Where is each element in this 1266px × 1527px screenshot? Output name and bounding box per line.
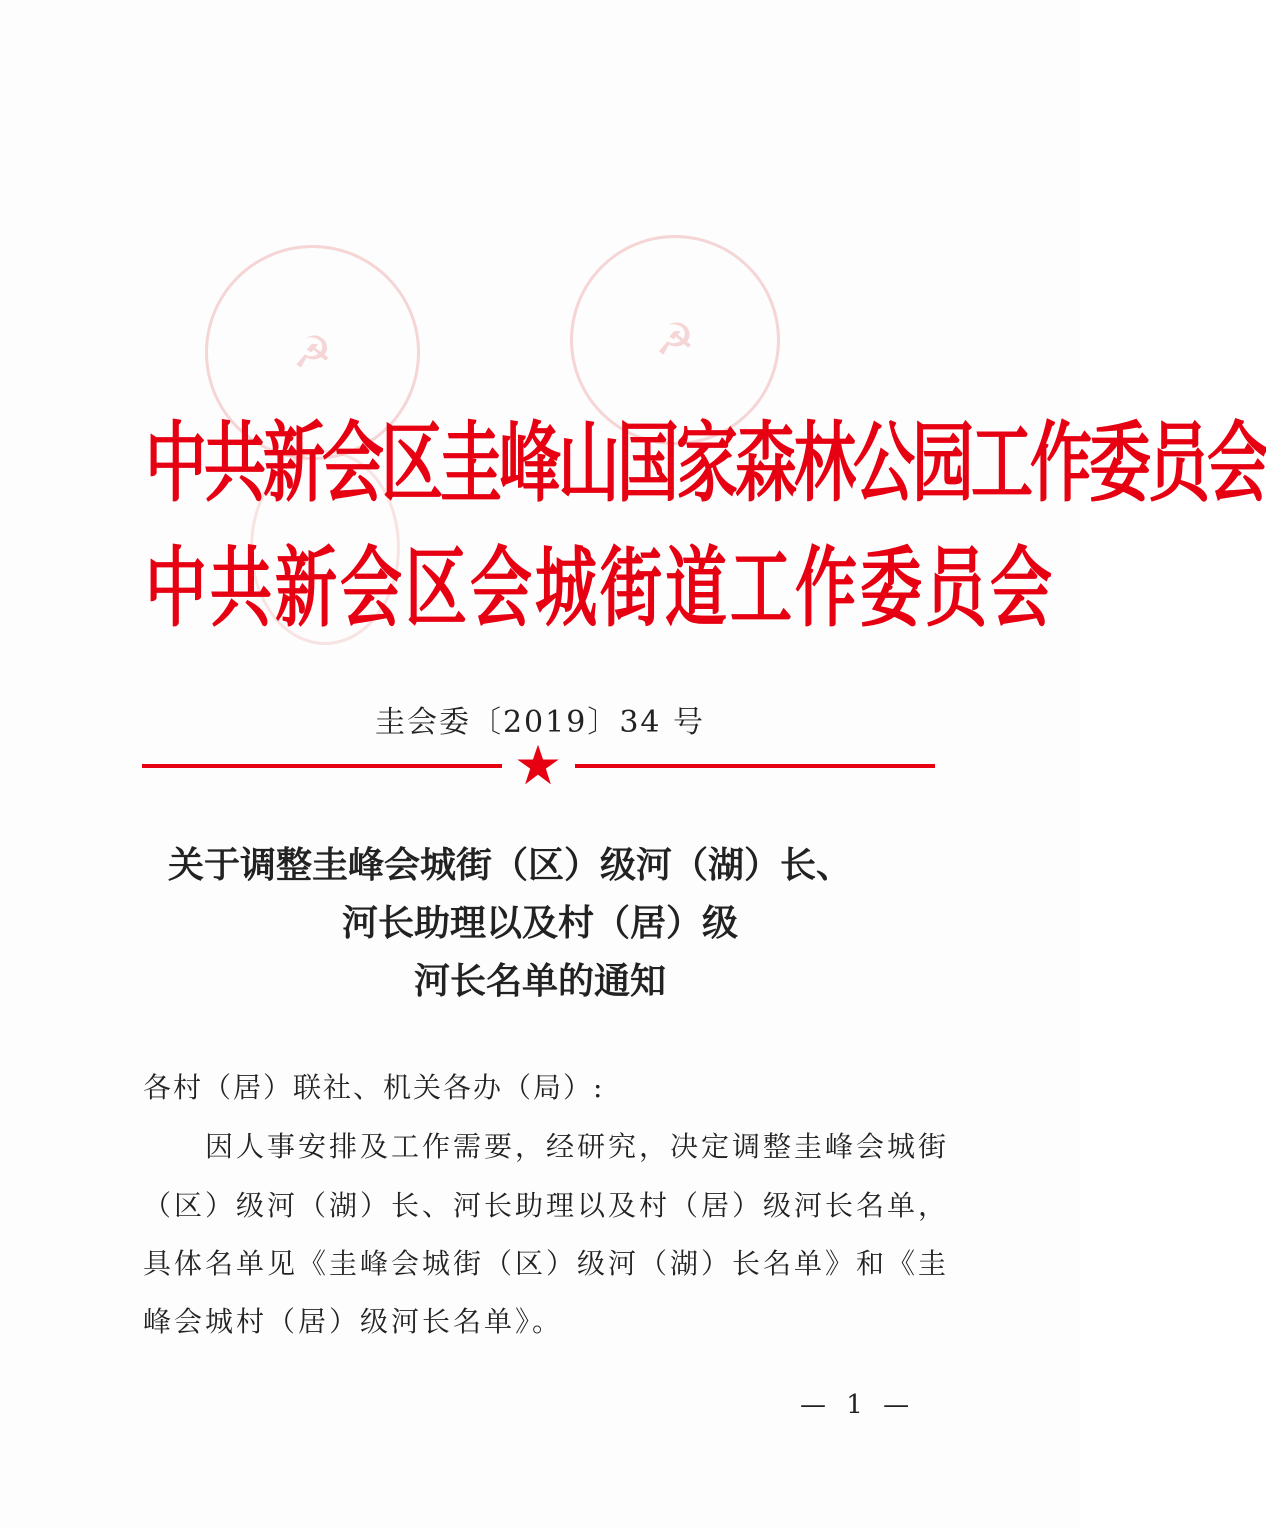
- seal-stamp-icon: ☭: [205, 245, 420, 460]
- red-rule-right: [575, 764, 935, 768]
- document-title-line-2: 河长助理以及村（居）级: [341, 902, 738, 944]
- body-text-line: 峰会城村（居）级河长名单》。: [143, 1305, 564, 1338]
- document-number: 圭会委〔2019〕34 号: [374, 705, 706, 740]
- page-number: — 1 —: [800, 1390, 916, 1420]
- body-text-line: 因人事安排及工作需要，经研究，决定调整圭峰会城街: [205, 1130, 950, 1163]
- red-rule-left: [142, 764, 502, 768]
- document-title-line-3: 河长名单的通知: [413, 960, 666, 1002]
- body-text-line: 具体名单见《圭峰会城街（区）级河（湖）长名单》和《圭: [143, 1247, 950, 1280]
- document-title-line-1: 关于调整圭峰会城街（区）级河（湖）长、: [168, 844, 853, 886]
- seal-stamp-icon: ☭: [570, 235, 780, 445]
- body-text-line: （区）级河（湖）长、河长助理以及村（居）级河长名单，: [143, 1189, 950, 1222]
- issuer-header-line-2: 中共新会区会城街道工作委员会: [145, 536, 1056, 639]
- issuer-header-line-1: 中共新会区圭峰山国家森林公园工作委员会: [145, 411, 1266, 514]
- salutation: 各村（居）联社、机关各办（局）:: [143, 1071, 605, 1104]
- star-icon: [515, 742, 561, 788]
